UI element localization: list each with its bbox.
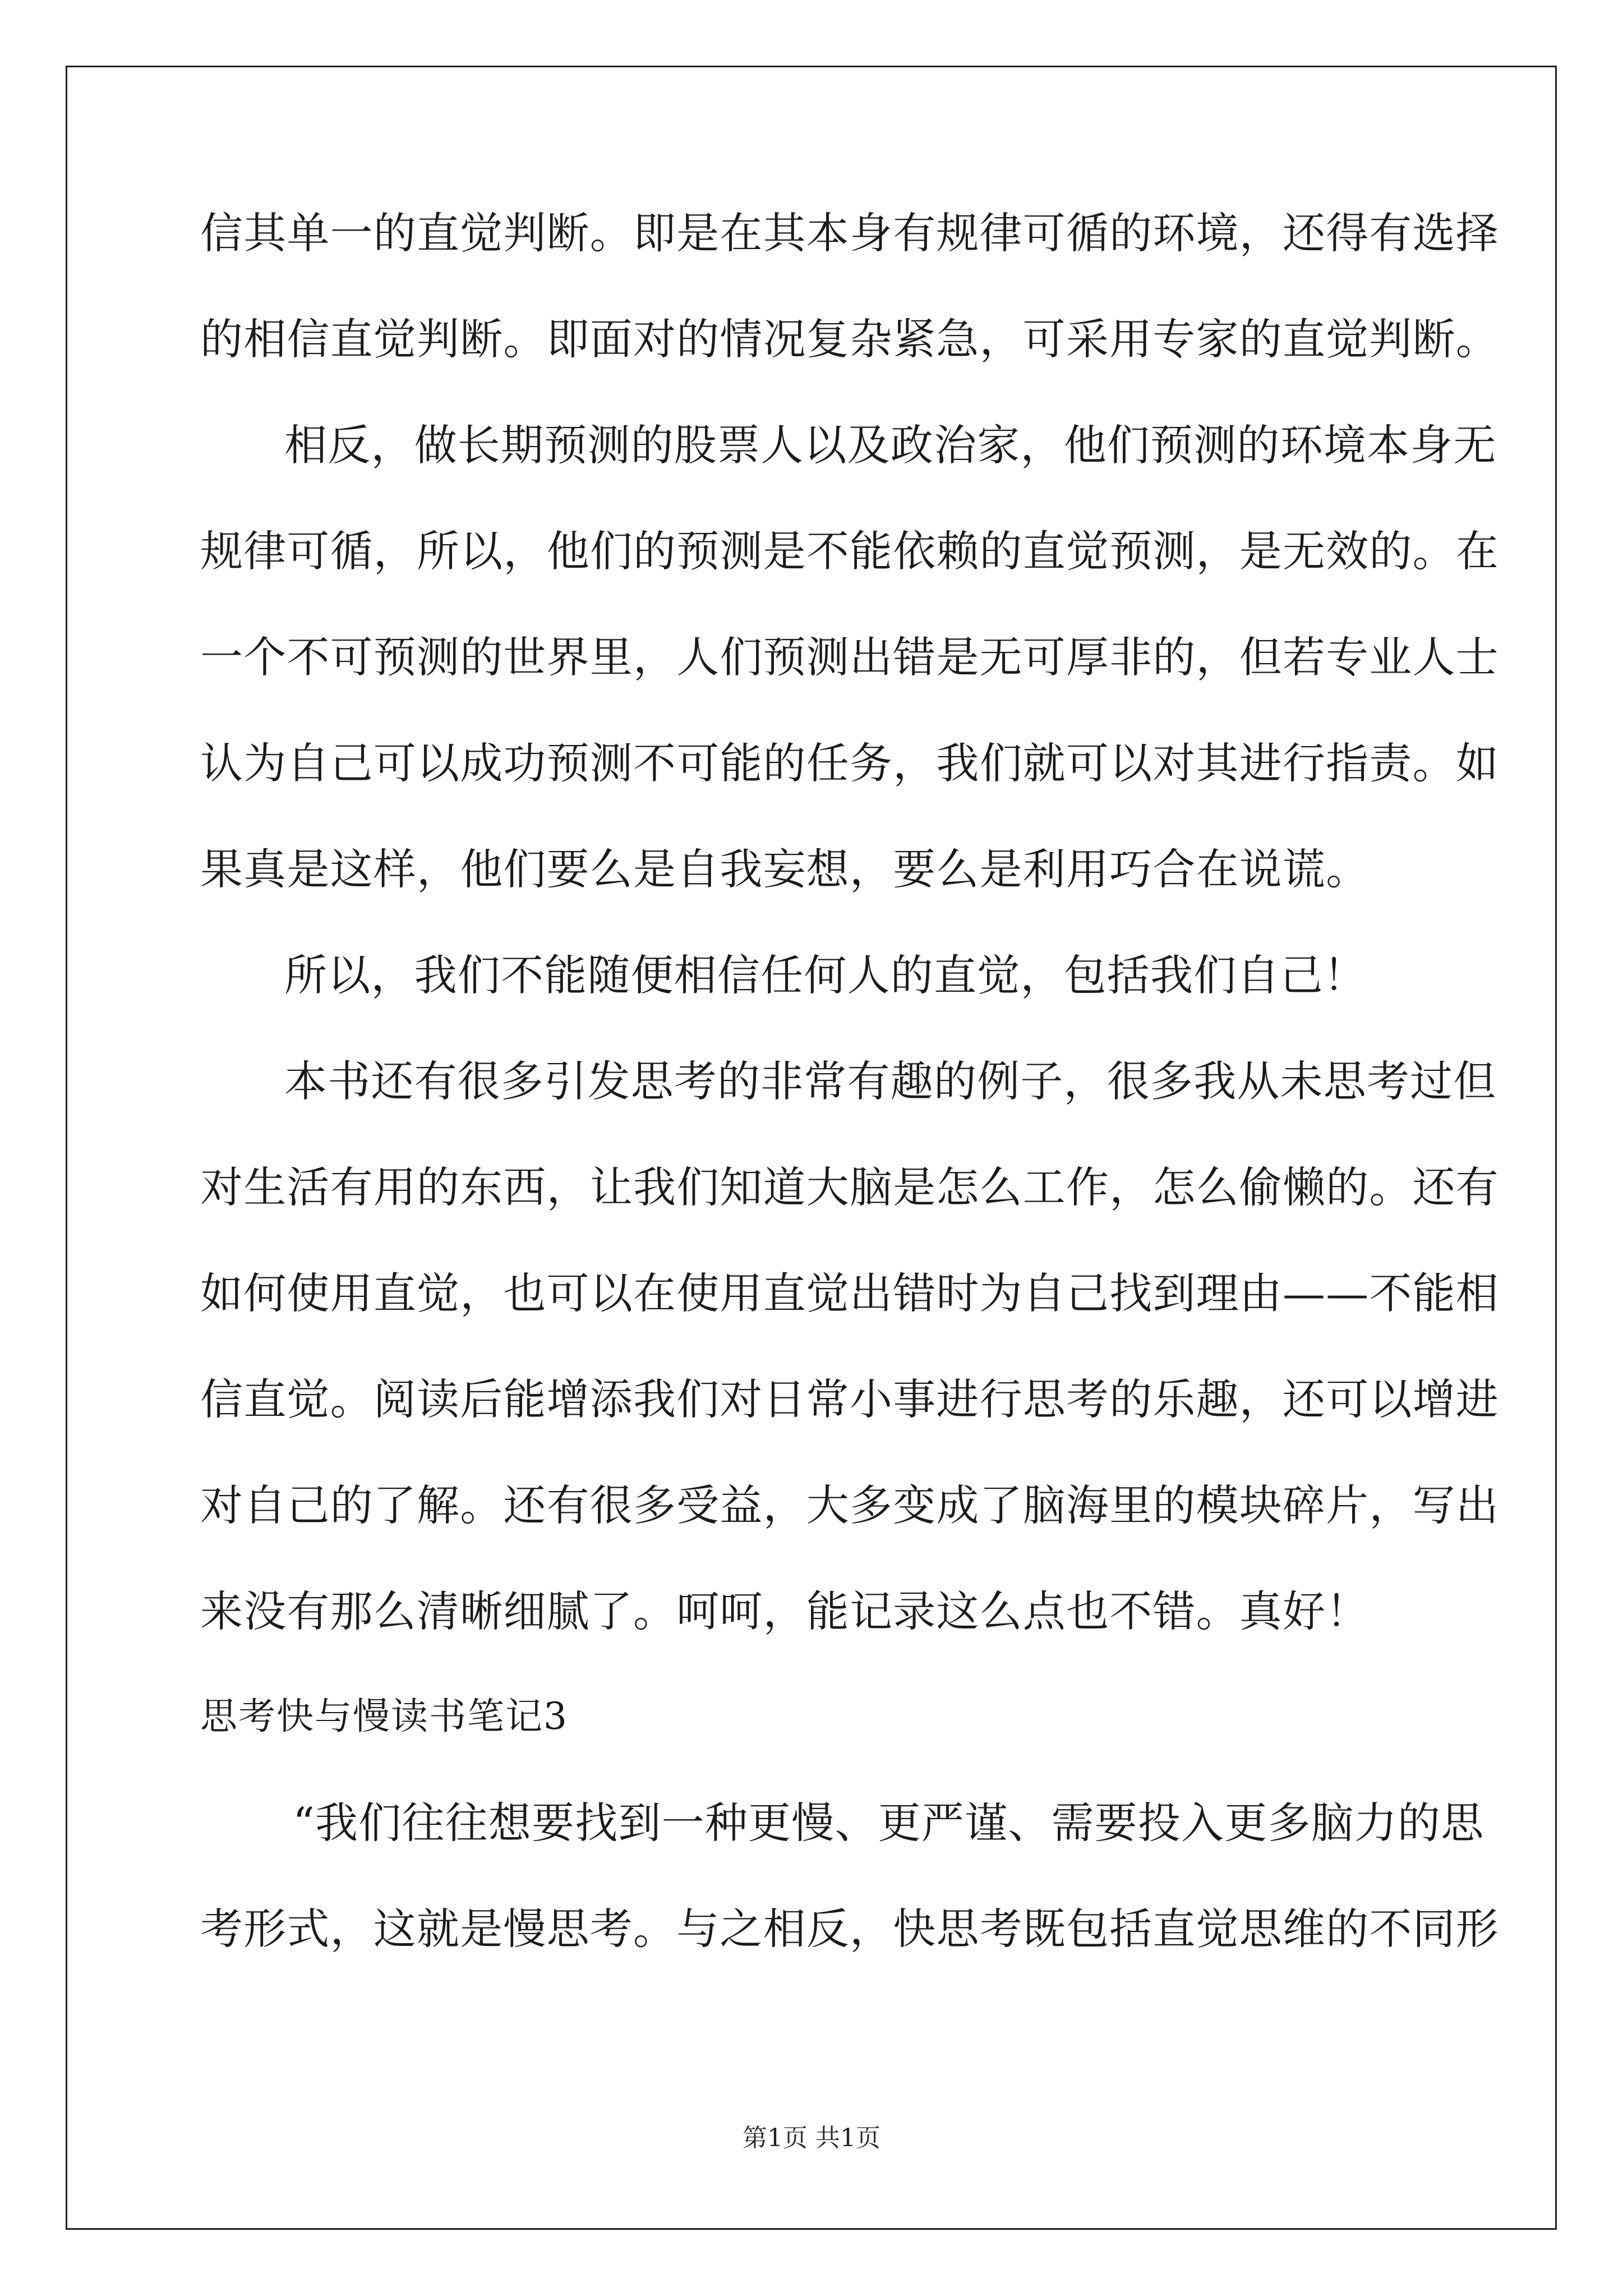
paragraph-line: 的相信直觉判断。即面对的情况复杂紧急，可采用专家的直觉判断。 bbox=[200, 314, 1499, 364]
paragraph-line: 信其单一的直觉判断。即是在其本身有规律可循的环境，还得有选择 bbox=[200, 208, 1499, 258]
paragraph-line: 一个不可预测的世界里，人们预测出错是无可厚非的，但若专业人士 bbox=[200, 632, 1499, 682]
paragraph-line: 来没有那么清晰细腻了。呵呵，能记录这么点也不错。真好！ bbox=[200, 1586, 1370, 1636]
paragraph-line: 所以，我们不能随便相信任何人的直觉，包括我们自己！ bbox=[284, 950, 1367, 1000]
paragraph-line: 信直觉。阅读后能增添我们对日常小事进行思考的乐趣，还可以增进 bbox=[200, 1374, 1499, 1424]
paragraph-line: 对生活有用的东西，让我们知道大脑是怎么工作，怎么偷懒的。还有 bbox=[200, 1162, 1499, 1212]
paragraph-line: 本书还有很多引发思考的非常有趣的例子，很多我从未思考过但 bbox=[284, 1056, 1497, 1106]
section-heading: 思考快与慢读书笔记3 bbox=[200, 1695, 568, 1738]
paragraph-line: 考形式，这就是慢思考。与之相反，快思考既包括直觉思维的不同形 bbox=[200, 1904, 1499, 1954]
paragraph-line: 相反，做长期预测的股票人以及政治家，他们预测的环境本身无 bbox=[284, 420, 1497, 470]
paragraph-line: 果真是这样，他们要么是自我妄想，要么是利用巧合在说谎。 bbox=[200, 844, 1370, 894]
paragraph-line: “我们往往想要找到一种更慢、更严谨、需要投入更多脑力的思 bbox=[293, 1798, 1484, 1848]
paragraph-line: 认为自己可以成功预测不可能的任务，我们就可以对其进行指责。如 bbox=[200, 738, 1499, 788]
paragraph-line: 规律可循，所以，他们的预测是不能依赖的直觉预测，是无效的。在 bbox=[200, 526, 1499, 576]
paragraph-line: 如何使用直觉，也可以在使用直觉出错时为自己找到理由——不能相 bbox=[200, 1268, 1499, 1318]
paragraph-line: 对自己的了解。还有很多受益，大多变成了脑海里的模块碎片，写出 bbox=[200, 1480, 1499, 1530]
page-footer: 第1页 共1页 bbox=[743, 2124, 880, 2152]
